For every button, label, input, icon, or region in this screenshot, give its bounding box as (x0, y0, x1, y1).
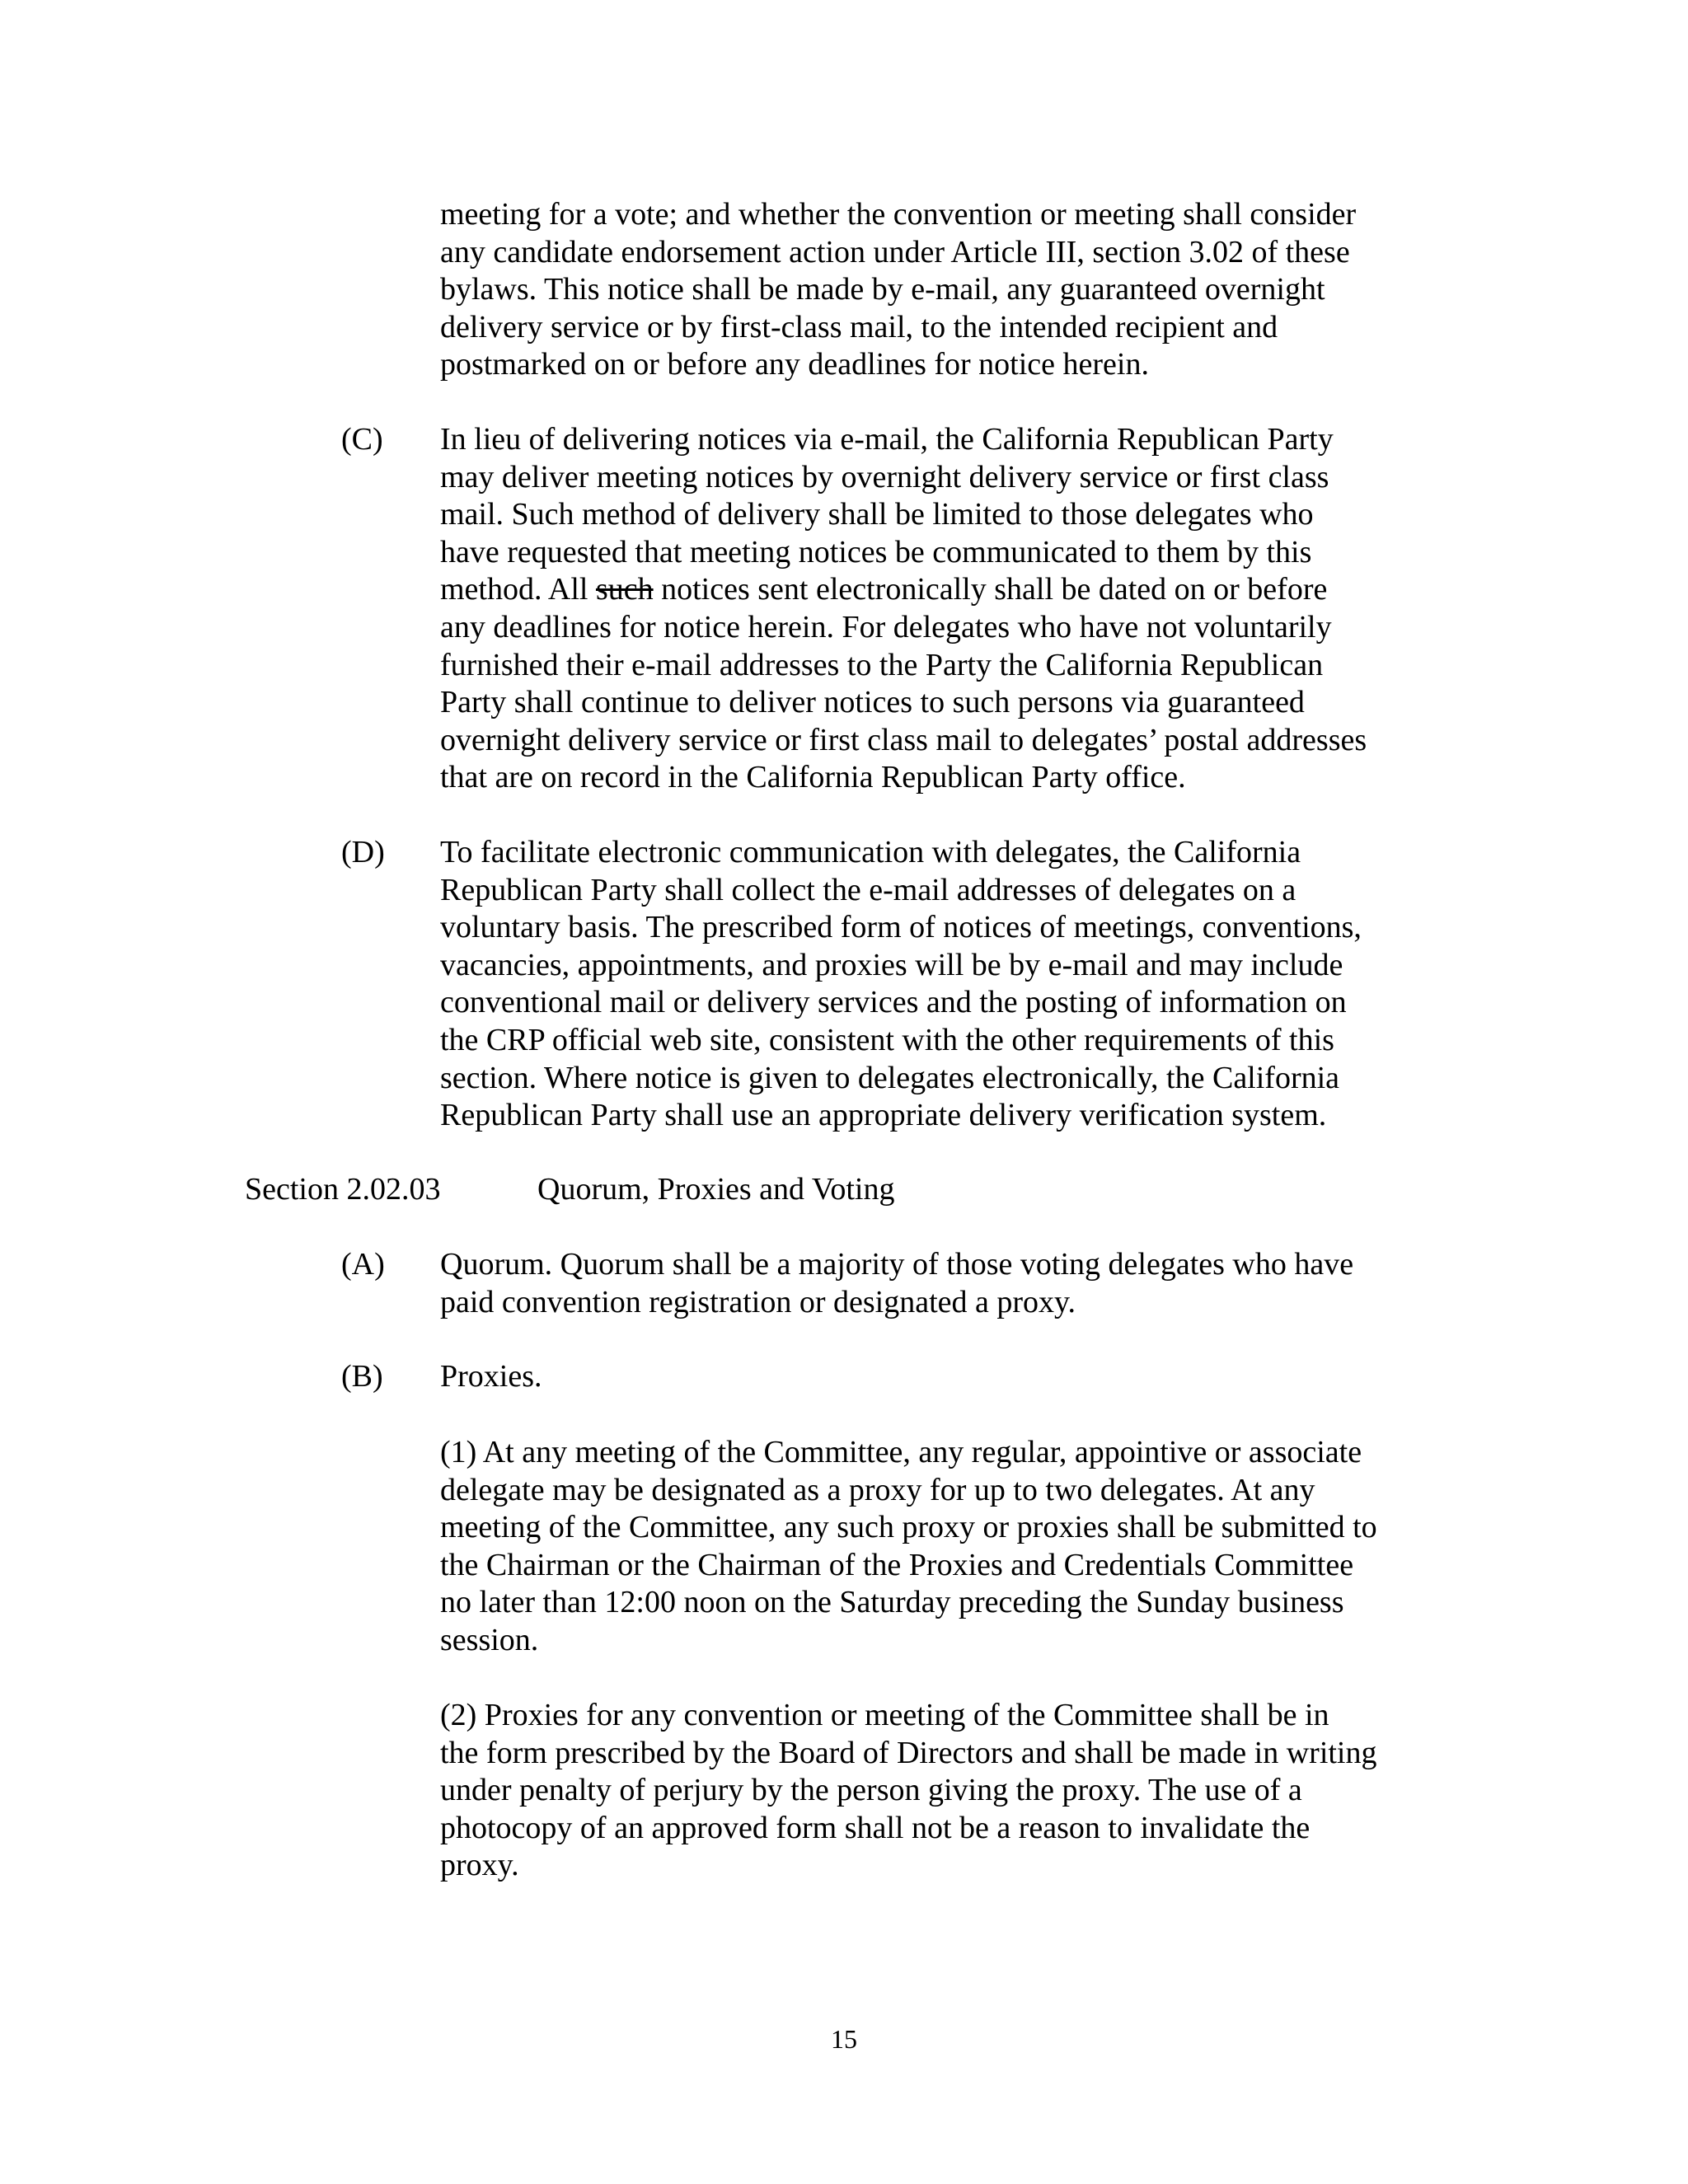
text-line: In lieu of delivering notices via e-mail, the California Republican Party (440, 422, 1334, 457)
text-line: under penalty of perjury by the person giving the proxy. The use of a (440, 1773, 1302, 1808)
text-line: conventional mail or delivery services and the posting of information on (440, 985, 1347, 1020)
struck-word: such (595, 572, 654, 607)
page-number: 15 (831, 2024, 857, 2054)
text-line: vacancies, appointments, and proxies will be by e-mail and may include (440, 947, 1343, 982)
paragraph-a-label: (A) (341, 1247, 385, 1282)
text-line: Quorum. Quorum shall be a majority of those voting delegates who have (440, 1247, 1354, 1282)
text-line: (1) At any meeting of the Committee, any regular, appointive or associate (440, 1435, 1362, 1469)
paragraph-continuation (440, 196, 1356, 384)
text-line: delivery service or by first-class mail, to the intended recipient and (440, 309, 1278, 344)
paragraph-d (440, 834, 1362, 1135)
text-line: no later than 12:00 noon on the Saturday preceding the Sunday business (440, 1585, 1344, 1620)
text-segment: method. All (440, 572, 596, 607)
text-line: session. (440, 1622, 539, 1657)
text-line: the Chairman or the Chairman of the Proxies and Credentials Committee (440, 1547, 1354, 1582)
text-segment: notices sent electronically shall be dated on or before (653, 572, 1328, 607)
text-line: meeting of the Committee, any such proxy or proxies shall be submitted to (440, 1510, 1377, 1545)
text-line: voluntary basis. The prescribed form of notices of meetings, conventions, (440, 910, 1362, 945)
paragraph-a (440, 1246, 1353, 1321)
text-line: bylaws. This notice shall be made by e-mail, any guaranteed overnight (440, 272, 1325, 307)
paragraph-b1 (440, 1434, 1377, 1660)
text-line: any candidate endorsement action under Article III, section 3.02 of these (440, 234, 1350, 269)
text-line: Republican Party shall collect the e-mail addresses of delegates on a (440, 872, 1296, 907)
paragraph-d-label: (D) (341, 835, 385, 869)
text-line: proxy. (440, 1848, 519, 1883)
text-line: postmarked on or before any deadlines for notice herein. (440, 347, 1149, 382)
text-line: To facilitate electronic communication with delegates, the California (440, 835, 1301, 869)
text-line: the form prescribed by the Board of Directors and shall be made in writing (440, 1735, 1377, 1770)
paragraph-b-label: (B) (341, 1359, 383, 1394)
text-line: Proxies. (440, 1359, 542, 1394)
text-line: delegate may be designated as a proxy for up to two delegates. At any (440, 1472, 1315, 1507)
text-line: furnished their e-mail addresses to the Party the California Republican (440, 647, 1324, 682)
text-line: mail. Such method of delivery shall be limited to those delegates who (440, 497, 1314, 532)
text-line: may deliver meeting notices by overnight delivery service or first class (440, 459, 1329, 494)
text-line (440, 571, 1367, 609)
text-line: section. Where notice is given to delegates electronically, the California (440, 1060, 1340, 1095)
text-line: that are on record in the California Republican Party office. (440, 760, 1186, 795)
text-line: Republican Party shall use an appropriate delivery verification system. (440, 1098, 1327, 1133)
paragraph-c-label: (C) (341, 422, 383, 457)
text-line: paid convention registration or designated a proxy. (440, 1284, 1076, 1319)
text-line: meeting for a vote; and whether the convention or meeting shall consider (440, 197, 1357, 232)
text-line: Party shall continue to deliver notices to such persons via guaranteed (440, 685, 1305, 720)
paragraph-c (440, 421, 1367, 797)
text-line: (2) Proxies for any convention or meeting of the Committee shall be in (440, 1698, 1329, 1732)
text-line: the CRP official web site, consistent with the other requirements of this (440, 1022, 1334, 1057)
text-line: photocopy of an approved form shall not be a reason to invalidate the (440, 1810, 1311, 1845)
text-line: have requested that meeting notices be communicated to them by this (440, 534, 1312, 569)
section-title: Quorum, Proxies and Voting (537, 1172, 895, 1207)
paragraph-b2 (440, 1697, 1377, 1885)
text-line: any deadlines for notice herein. For delegates who have not voluntarily (440, 609, 1332, 644)
text-line: overnight delivery service or first class mail to delegates’ postal addresses (440, 722, 1367, 757)
paragraph-b (440, 1358, 542, 1396)
section-number: Section 2.02.03 (245, 1172, 441, 1207)
